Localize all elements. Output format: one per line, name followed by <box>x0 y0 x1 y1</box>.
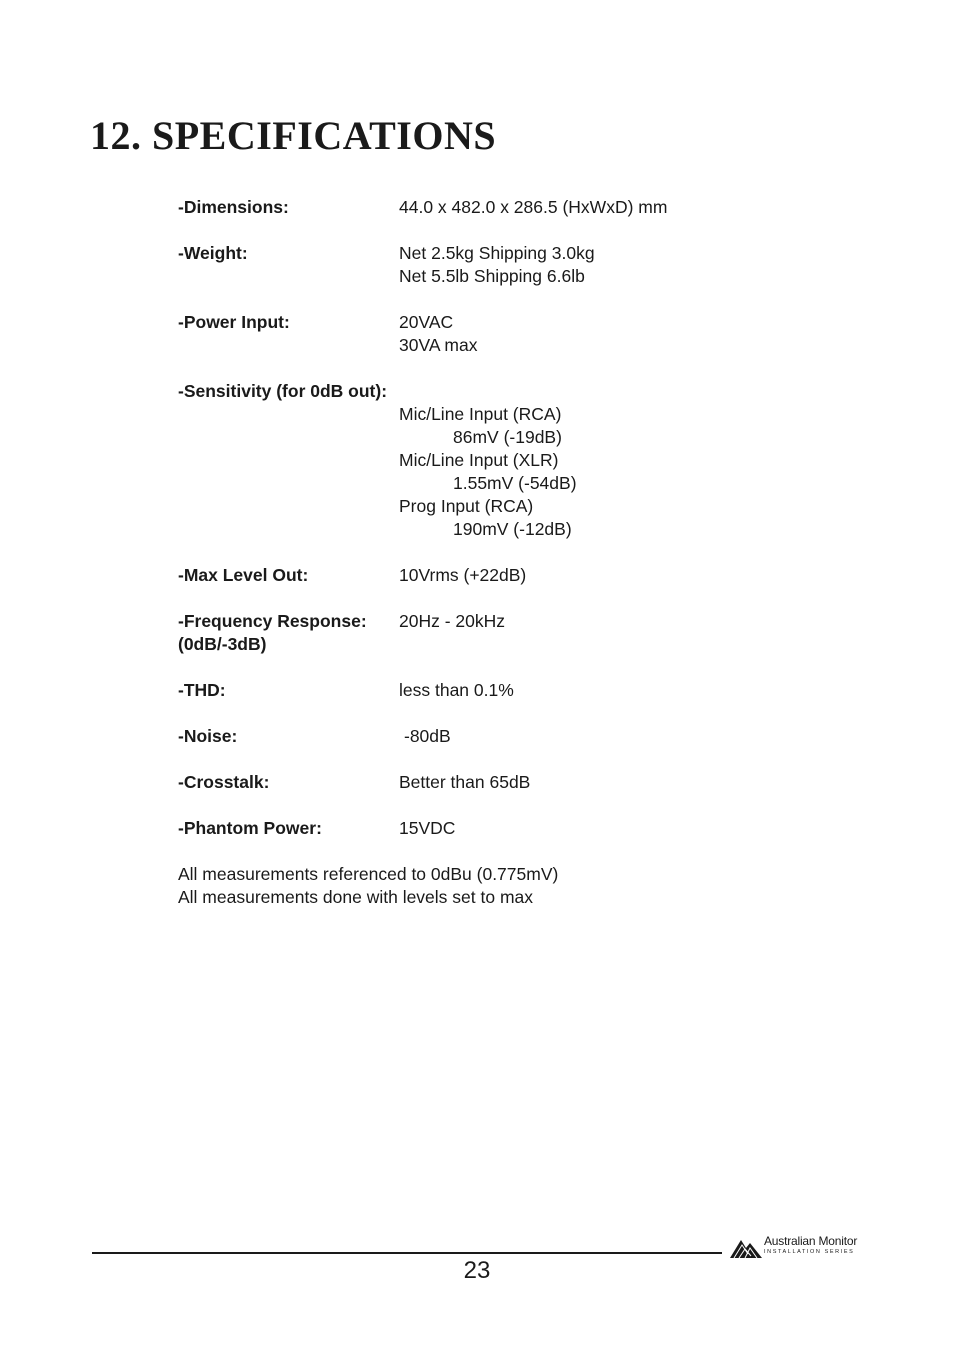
spec-value: -80dB <box>404 726 451 746</box>
spec-max-level-out <box>178 564 798 587</box>
spec-label: -THD: <box>178 680 226 700</box>
spec-value: less than 0.1% <box>399 680 514 700</box>
measurement-notes <box>178 863 798 909</box>
spec-sensitivity <box>178 380 798 541</box>
sensitivity-input-value: 190mV (-12dB) <box>453 519 572 539</box>
sensitivity-input-name: Mic/Line Input (XLR) <box>399 450 559 470</box>
spec-value: 10Vrms (+22dB) <box>399 565 527 585</box>
spec-value: 30VA max <box>399 335 478 355</box>
page-number: 23 <box>463 1257 491 1284</box>
spec-value: 20VAC <box>399 312 454 332</box>
sensitivity-input-value: 1.55mV (-54dB) <box>453 473 577 493</box>
spec-crosstalk <box>178 771 798 794</box>
spec-power-input <box>178 311 798 357</box>
spec-dimensions <box>178 196 798 219</box>
note-line: All measurements done with levels set to max <box>178 887 534 907</box>
spec-label: -Power Input: <box>178 312 290 332</box>
spec-value: 15VDC <box>399 818 456 838</box>
sensitivity-input-name: Mic/Line Input (RCA) <box>399 404 562 424</box>
sensitivity-input-value: 86mV (-19dB) <box>453 427 562 447</box>
spec-noise <box>178 725 798 748</box>
page-title: 12. SPECIFICATIONS <box>90 113 497 158</box>
footer-divider <box>92 1252 722 1254</box>
spec-weight <box>178 242 798 288</box>
spec-frequency-response <box>178 610 798 656</box>
spec-label: -Crosstalk: <box>178 772 270 792</box>
australian-monitor-logo-icon <box>730 1236 762 1258</box>
spec-value: 20Hz - 20kHz <box>399 611 506 631</box>
spec-label-sub: (0dB/-3dB) <box>178 634 267 654</box>
spec-value: 44.0 x 482.0 x 286.5 (HxWxD) mm <box>399 197 668 217</box>
spec-value: Net 5.5lb Shipping 6.6lb <box>399 266 585 286</box>
spec-phantom-power <box>178 817 798 840</box>
specifications-list <box>178 196 798 909</box>
spec-label: -Dimensions: <box>178 197 289 217</box>
spec-label: -Max Level Out: <box>178 565 309 585</box>
spec-label: -Sensitivity (for 0dB out): <box>178 381 388 401</box>
spec-value: Better than 65dB <box>399 772 531 792</box>
spec-value: Net 2.5kg Shipping 3.0kg <box>399 243 595 263</box>
brand-subtitle: INSTALLATION SERIES <box>764 1249 855 1255</box>
spec-label: -Phantom Power: <box>178 818 322 838</box>
sensitivity-input-name: Prog Input (RCA) <box>399 496 534 516</box>
note-line: All measurements referenced to 0dBu (0.775mV) <box>178 864 559 884</box>
spec-label: -Frequency Response: <box>178 611 367 631</box>
spec-thd <box>178 679 798 702</box>
spec-label: -Noise: <box>178 726 238 746</box>
brand-name: Australian Monitor <box>764 1234 858 1248</box>
spec-label: -Weight: <box>178 243 248 263</box>
